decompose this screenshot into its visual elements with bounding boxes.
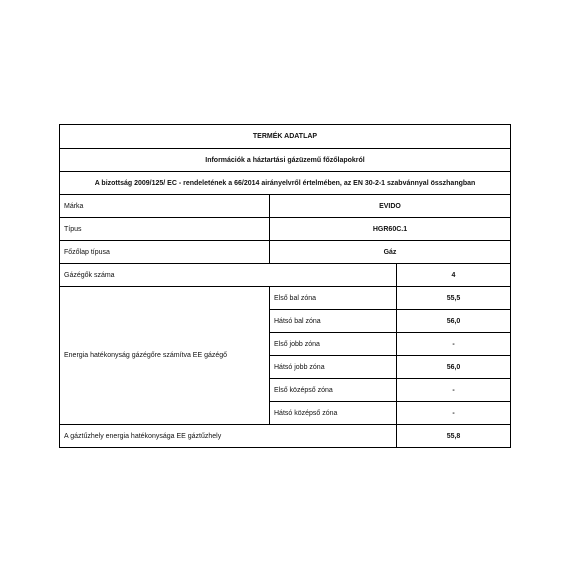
total-label: A gáztűzhely energia hatékonysága EE gáztűzhely — [60, 425, 397, 448]
burners-value: 4 — [397, 264, 511, 287]
sheet-title: TERMÉK ADATLAP — [60, 125, 511, 149]
zone-name: Első középső zóna — [270, 379, 397, 402]
zone-row — [60, 287, 511, 310]
hob-type-value: Gáz — [270, 241, 511, 264]
total-value: 55,8 — [397, 425, 511, 448]
product-datasheet-table — [59, 124, 511, 448]
brand-label: Márka — [60, 195, 270, 218]
total-row — [60, 425, 511, 448]
zone-value: 56,0 — [397, 356, 511, 379]
zone-name: Hátsó jobb zóna — [270, 356, 397, 379]
burners-label: Gázégők száma — [60, 264, 397, 287]
efficiency-label: Energia hatékonyság gázégőre számítva EE gázégő — [60, 287, 270, 425]
zone-name: Hátsó bal zóna — [270, 310, 397, 333]
zone-value: - — [397, 333, 511, 356]
zone-value: - — [397, 379, 511, 402]
hob-type-label: Főzőlap típusa — [60, 241, 270, 264]
type-value: HGR60C.1 — [270, 218, 511, 241]
brand-row — [60, 195, 511, 218]
zone-value: 56,0 — [397, 310, 511, 333]
sheet-subtitle: Információk a háztartási gázüzemű főzőlapokról — [60, 149, 511, 172]
zone-value: 55,5 — [397, 287, 511, 310]
zone-name: Első jobb zóna — [270, 333, 397, 356]
zone-name: Hátsó középső zóna — [270, 402, 397, 425]
regulation-text: A bizottság 2009/125/ EC - rendeletének a 66/2014 airányelvről értelmében, az EN 30-2-1 szabvánnyal összhangban — [60, 172, 511, 195]
hob-type-row — [60, 241, 511, 264]
burners-row — [60, 264, 511, 287]
zone-name: Első bal zóna — [270, 287, 397, 310]
zone-value: - — [397, 402, 511, 425]
brand-value: EVIDO — [270, 195, 511, 218]
type-row — [60, 218, 511, 241]
type-label: Típus — [60, 218, 270, 241]
